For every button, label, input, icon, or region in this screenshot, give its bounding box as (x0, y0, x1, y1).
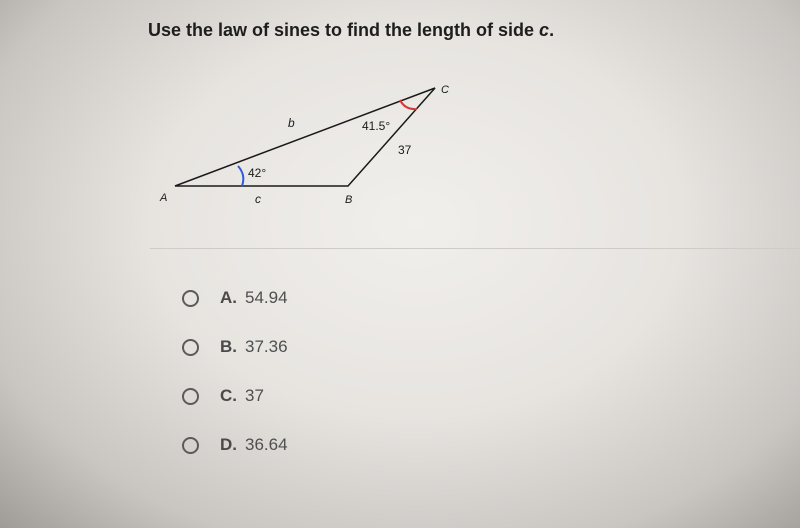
radio-button-b[interactable] (182, 339, 199, 356)
choice-c-letter: C. (220, 386, 237, 405)
divider (150, 248, 800, 249)
angle-a-label: 42° (248, 166, 267, 180)
angle-c-label: 41.5° (362, 119, 391, 133)
angle-c-arc (400, 100, 417, 109)
vertex-b-label: B (345, 194, 353, 206)
radio-button-a[interactable] (182, 290, 199, 307)
choice-b-value: 37.36 (245, 337, 288, 356)
choice-d-value: 36.64 (245, 435, 288, 454)
side-b-label: b (288, 116, 295, 130)
choice-a-value: 54.94 (245, 288, 288, 307)
triangle-outline (175, 88, 435, 186)
choice-d-letter: D. (220, 435, 237, 454)
question-variable: c (539, 20, 550, 40)
choice-c[interactable] (182, 384, 288, 408)
question-text (148, 20, 554, 41)
side-a-label: 37 (398, 143, 412, 157)
question-suffix: . (549, 20, 555, 40)
radio-button-c[interactable] (182, 388, 199, 405)
angle-a-arc (238, 166, 243, 186)
triangle-diagram (150, 76, 460, 210)
choice-a-letter: A. (220, 288, 237, 307)
choice-b[interactable] (182, 335, 288, 359)
answer-choices (182, 286, 288, 482)
vertex-c-label: C (441, 84, 449, 96)
side-c-label: c (255, 192, 261, 206)
choice-c-value: 37 (245, 386, 264, 405)
triangle-figure (150, 76, 460, 210)
vertex-a-label: A (160, 192, 168, 204)
radio-button-d[interactable] (182, 437, 199, 454)
question-prefix: Use the law of sines to find the length of side (148, 20, 540, 40)
choice-b-letter: B. (220, 337, 237, 356)
choice-a[interactable] (182, 286, 288, 310)
choice-d[interactable] (182, 433, 288, 457)
